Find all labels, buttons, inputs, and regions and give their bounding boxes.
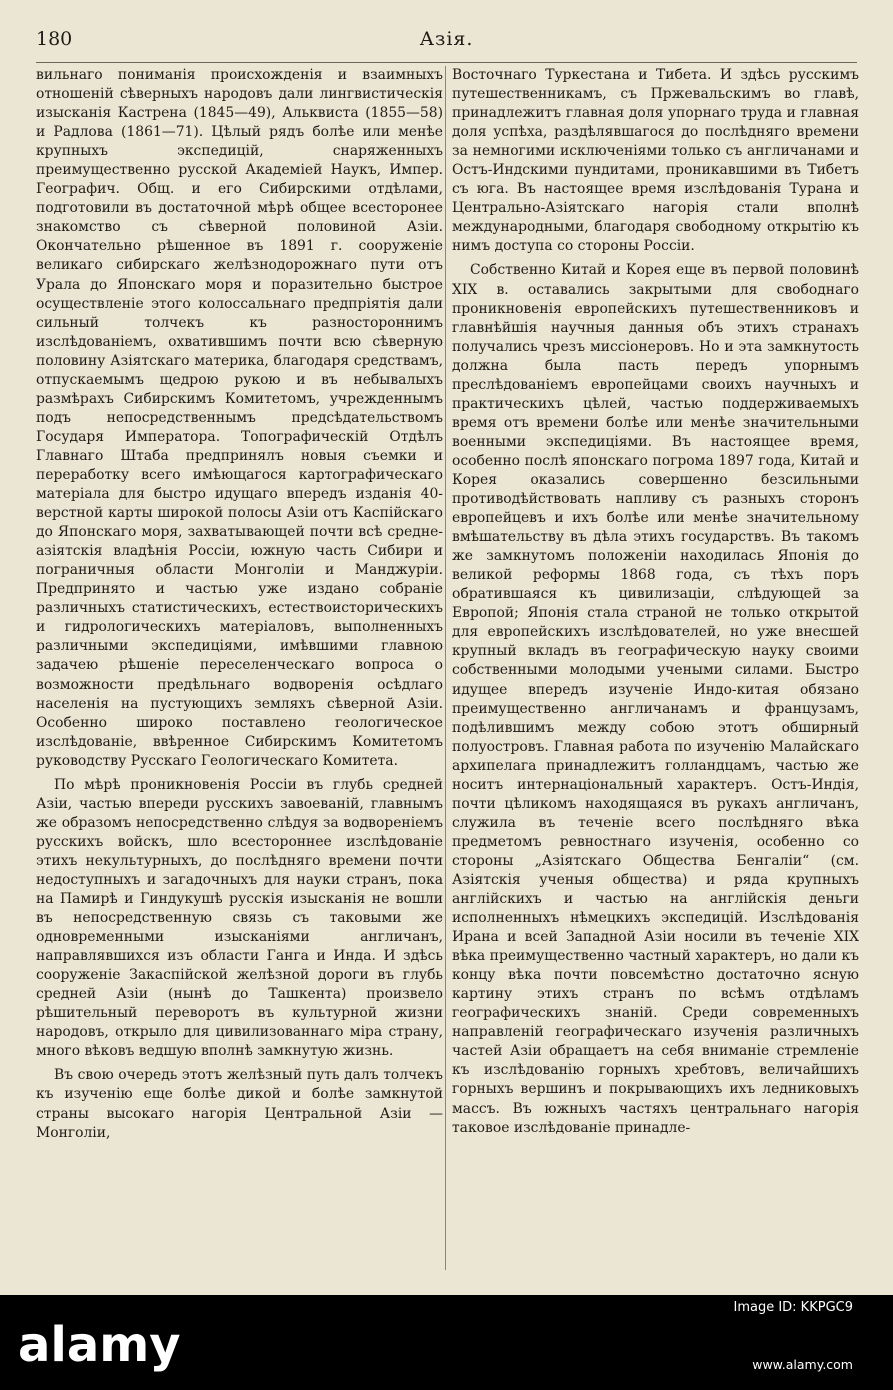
watermark-url: www.alamy.com: [752, 1357, 853, 1372]
paragraph: Восточнаго Туркестана и Тибета. И здѣсь русскимъ путешественникамъ, съ Пржевальскимъ во главѣ, принадлежитъ главная доля упорнаго труда и главная доля успѣха, раздѣлявшагося до послѣдняго времени за немногими исключеніями только съ англичанами и Остъ-Индскими пундитами, проникавшими въ Тибетъ съ юга. Въ настоящее время изслѣдованія Турана и Центрально-Азіятскаго нагорія стали вполнѣ международными, благодаря свободному открытію къ нимъ доступа со стороны Россіи.: [452, 67, 859, 255]
paragraph: вильнаго пониманія происхожденія и взаимныхъ отношеній сѣверныхъ народовъ дали лингвистическія изысканія Кастрена (1845—49), Альквиста (1855—58) и Радлова (1861—71). Цѣлый рядъ болѣе или менѣе крупныхъ экспедицій, снаряженныхъ преимущественно русской Академіей Наукъ, Импер. Географич. Общ. и его Сибирскими отдѣлами, подготовили въ достаточной мѣрѣ общее всесторонее знакомство съ сѣверной половиной Азіи. Окончательно рѣшенное въ 1891 г. сооруженіе великаго сибирскаго желѣзнодорожнаго пути отъ Урала до Японскаго моря и поразительно быстрое осуществленіе этого колоссальнаго предпріятія дали сильный толчекъ къ разностороннимъ изслѣдованіемъ, охватившимъ почти всю сѣверную половину Азіятскаго материка, благодаря средствамъ, отпускаемымъ щедрою рукою и въ небывалыхъ размѣрахъ Сибирскимъ Комитетомъ, учрежденнымъ подъ непосредственнымъ предсѣдательствомъ Государя Императора. Топографическій Отдѣлъ Главнаго Штаба предпринялъ новыя съемки и переработку всего имѣющагося картографическаго матеріала для быстро идущаго впередъ изданія 40-верстной карты широкой полосы Азіи отъ Каспійскаго до Японскаго моря, захватывающей почти всѣ средне-азіятскія владѣнія Россіи, южную часть Сибири и пограничныя области Монголіи и Манджуріи. Предпринято и частью уже издано собраніе различныхъ статистическихъ, естествоисторическихъ и гидрологическихъ матеріаловъ, выполненныхъ различными экспедиціями, имѣвшими главною задачею рѣшеніе переселенческаго вопроса о возможности предѣльнаго водворенія осѣдлаго населенія на пустующихъ земляхъ сѣверной Азіи. Особенно широко поставлено геологическое изслѣдованіе, ввѣренное Сибирскимъ Комитетомъ руководству Русскаго Геологическаго Комитета.: [36, 67, 443, 769]
page-header: [36, 28, 857, 58]
paragraph: Въ свою очередь этотъ желѣзный путь далъ толчекъ къ изученію еще болѣе дикой и болѣе замкнутой страны высокаго нагорія Центральной Азіи — Монголіи,: [36, 1067, 443, 1141]
right-column: [452, 66, 859, 1143]
paragraph: Собственно Китай и Корея еще въ первой половинѣ XIX в. оставались закрытыми для свободнаго проникновенія европейскихъ путешественниковъ и главнѣйшія научныя данныя объ этихъ странахъ получались чрезъ миссіонеровъ. Но и эта замкнутость должна была пасть передъ упорнымъ преслѣдованіемъ европейцами своихъ научныхъ и практическихъ цѣлей, частью поддерживаемыхъ время отъ времени болѣе или менѣе значительными военными экспедиціями. Въ настоящее время, особенно послѣ японскаго погрома 1897 года, Китай и Корея оказались совершенно безсильными противодѣйствовать напливу съ разныхъ сторонъ европейцевъ и ихъ болѣе или менѣе значительному вмѣшательству въ дѣла этихъ государствъ. Въ такомъ же замкнутомъ положеніи находилась Японія до великой реформы 1868 года, съ тѣхъ поръ обратившаяся къ цивилизаціи, слѣдующей за Европой; Японія стала страной не только открытой для европейскихъ изслѣдователей, но уже внесшей крупный вкладъ въ географическую науку своими собственными молодыми учеными силами. Быстро идущее впередъ изученіе Индо-китая обязано преимущественно англичанамъ и французамъ, подѣлившимъ между собою этотъ обширный полуостровъ. Главная работа по изученію Малайскаго архипелага принадлежитъ голландцамъ, частью же носитъ интернаціональный характеръ. Остъ-Индія, почти цѣликомъ находящаяся въ рукахъ англичанъ, служила въ теченіе всего послѣдняго вѣка предметомъ ревностнаго изученія, особенно со стороны „Азіятскаго Общества Бенгаліи“ (см. Азіятскія ученыя общества) и ряда крупныхъ англійскихъ и частью на англійскія деньги исполненныхъ нѣмецкихъ экспедицій. Изслѣдованія Ирана и всей Западной Азіи носили въ теченіе XIX вѣка преимущественно частный характеръ, но дали къ концу вѣка почти повсемѣстно достаточно ясную картину этихъ странъ по всѣмъ отдѣламъ географическихъ знаній. Среди современныхъ направленій географическаго изученія различныхъ частей Азіи обращаетъ на себя вниманіе стремленіе къ изслѣдованію горныхъ хребтовъ, величайшихъ горныхъ вершинъ и покрывающихъ ихъ ледниковыхъ массъ. Въ южныхъ частяхъ центральнаго нагорія таковое изслѣдованіе принадле-: [452, 262, 859, 1136]
paragraph: По мѣрѣ проникновенія Россіи въ глубь средней Азіи, частью впереди русскихъ завоеваній, главнымъ же образомъ непосредственно слѣдуя за водвореніемъ русскихъ войскъ, шло всестороннее изслѣдованіе этихъ некультурныхъ, до послѣдняго времени почти недоступныхъ и загадочныхъ для науки странъ, пока на Памирѣ и Гиндукушѣ русскія изысканія не вошли въ непосредственную связь съ таковыми же одновременными изысканіями англичанъ, направлявшихся изъ области Ганга и Инда. И здѣсь сооруженіе Закаспійской желѣзной дороги въ глубь средней Азіи (нынѣ до Ташкента) произвело рѣшительный переворотъ въ культурной жизни народовъ, открыло для цивилизованнаго міра страну, много вѣковъ ведшую вполнѣ замкнутую жизнь.: [36, 776, 443, 1060]
column-divider: [445, 66, 446, 1270]
svg-text:alamy: alamy: [18, 1317, 181, 1373]
header-rule: [36, 62, 857, 63]
left-column: [36, 66, 443, 1148]
page-number: 180: [36, 28, 73, 50]
running-head: Азія.: [419, 28, 474, 50]
watermark-band: [0, 1295, 893, 1390]
image-id: Image ID: KKPGC9: [733, 1300, 853, 1315]
alamy-logo-icon: [18, 1317, 228, 1373]
